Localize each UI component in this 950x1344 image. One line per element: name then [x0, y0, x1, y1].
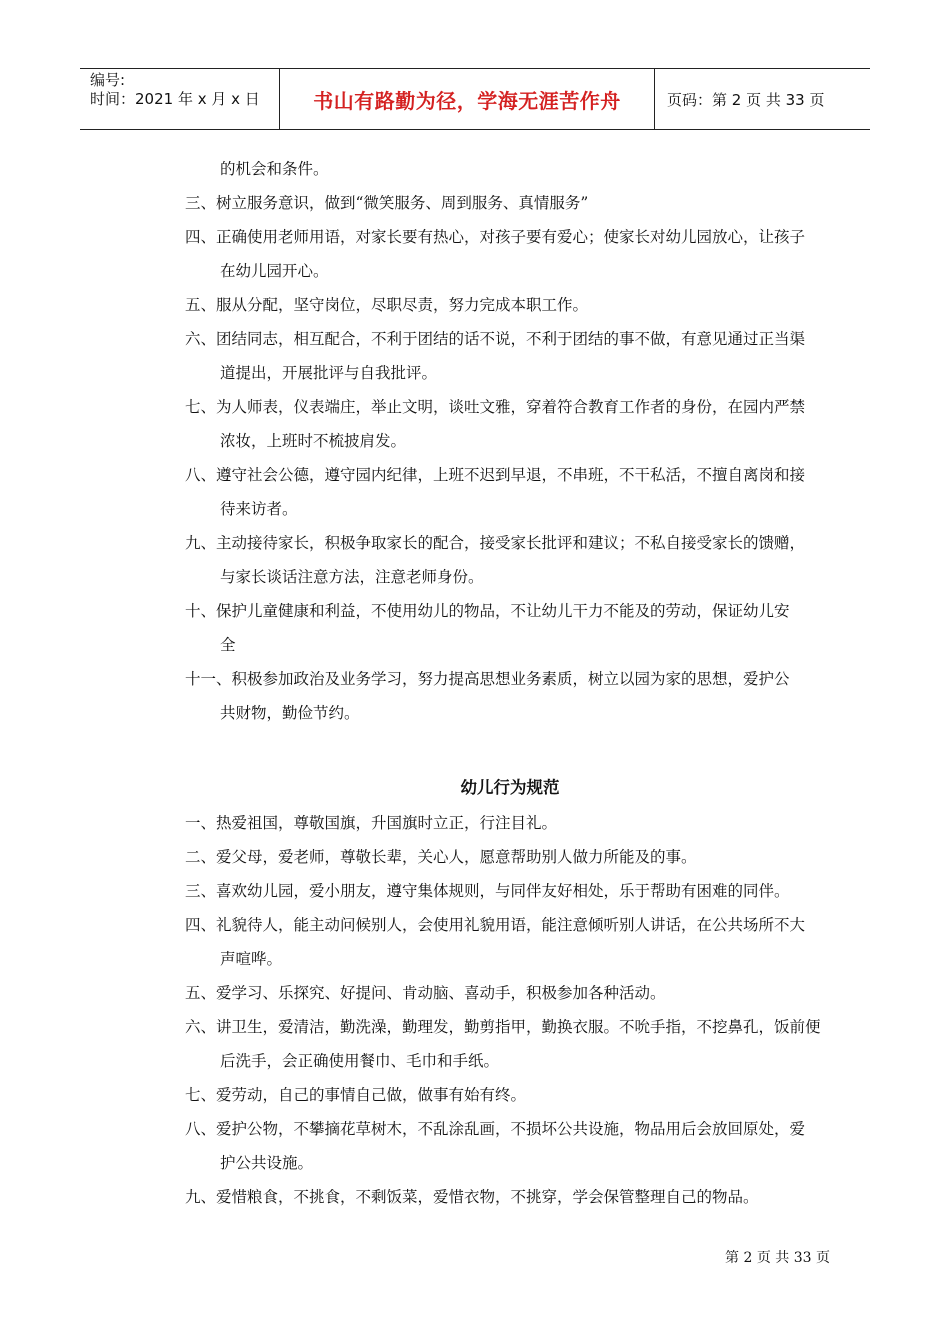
- rule-line: 三、喜欢幼儿园，爱小朋友，遵守集体规则，与同伴友好相处，乐于帮助有困难的同伴。: [185, 882, 790, 900]
- rule-line: 五、爱学习、乐探究、好提问、肯动脑、喜动手，积极参加各种活动。: [185, 984, 666, 1002]
- rule-line: 后洗手，会正确使用餐巾、毛巾和手纸。: [220, 1052, 500, 1070]
- time-label: 时间：2021 年 x 月 x 日: [90, 90, 260, 108]
- rule-line: 四、礼貌待人，能主动问候别人，会使用礼貌用语，能注意倾听别人讲话，在公共场所不大: [185, 916, 806, 934]
- body-line: 四、正确使用老师用语，对家长要有热心，对孩子要有爱心；使家长对幼儿园放心，让孩子: [185, 228, 806, 246]
- body-line: 在幼儿园开心。: [220, 262, 329, 280]
- number-label: 编号:: [90, 71, 126, 89]
- body-line: 十、保护儿童健康和利益，不使用幼儿的物品，不让幼儿干力不能及的劳动，保证幼儿安: [185, 602, 790, 620]
- document-body: [185, 152, 835, 1214]
- body-line: 十一、积极参加政治及业务学习，努力提高思想业务素质，树立以园为家的思想，爱护公: [185, 670, 790, 688]
- header-page-cell: [655, 69, 870, 129]
- page-footer: 第 2 页 共 33 页: [725, 1250, 830, 1266]
- rule-line: 八、爱护公物，不攀摘花草树木，不乱涂乱画，不损坏公共设施，物品用后会放回原处，爱: [185, 1120, 806, 1138]
- body-line: 全: [220, 636, 236, 654]
- body-line: 共财物，勤俭节约。: [220, 704, 360, 722]
- body-line: 道提出，开展批评与自我批评。: [220, 364, 438, 382]
- body-line: 待来访者。: [220, 500, 298, 518]
- body-line: 浓妆，上班时不梳披肩发。: [220, 432, 407, 450]
- header-meta-cell: [80, 69, 280, 129]
- body-line: 与家长谈话注意方法，注意老师身份。: [220, 568, 484, 586]
- body-line: 八、遵守社会公德，遵守园内纪律，上班不迟到早退，不串班，不干私活，不擅自离岗和接: [185, 466, 806, 484]
- rule-line: 护公共设施。: [220, 1154, 314, 1172]
- header-page-label: 页码：第 2 页 共 33 页: [667, 90, 825, 109]
- section-title: 幼儿行为规范: [460, 778, 560, 797]
- body-line: 七、为人师表，仪表端庄，举止文明，谈吐文雅，穿着符合教育工作者的身份，在园内严禁: [185, 398, 806, 416]
- body-line: 五、服从分配，坚守岗位，尽职尽责，努力完成本职工作。: [185, 296, 589, 314]
- rule-line: 二、爱父母，爱老师，尊敬长辈，关心人，愿意帮助别人做力所能及的事。: [185, 848, 697, 866]
- document-header: [80, 68, 870, 130]
- body-line: 六、团结同志，相互配合，不利于团结的话不说，不利于团结的事不做，有意见通过正当渠: [185, 330, 806, 348]
- body-line: 三、树立服务意识，做到“微笑服务、周到服务、真情服务”: [185, 194, 589, 212]
- rule-line: 七、爱劳动，自己的事情自己做，做事有始有终。: [185, 1086, 527, 1104]
- header-motto: 书山有路勤为径，学海无涯苦作舟: [313, 88, 621, 113]
- body-line: 的机会和条件。: [220, 160, 329, 178]
- body-line: 九、主动接待家长，积极争取家长的配合，接受家长批评和建议；不私自接受家长的馈赠，: [185, 534, 806, 552]
- rule-line: 九、爱惜粮食，不挑食，不剩饭菜，爱惜衣物，不挑穿，学会保管整理自己的物品。: [185, 1188, 759, 1206]
- rule-line: 一、热爱祖国，尊敬国旗，升国旗时立正，行注目礼。: [185, 814, 558, 832]
- rule-line: 声喧哗。: [220, 950, 283, 968]
- rule-line: 六、讲卫生，爱清洁，勤洗澡，勤理发，勤剪指甲，勤换衣服。不吮手指，不挖鼻孔，饭前便: [185, 1018, 821, 1036]
- header-motto-cell: [280, 69, 655, 129]
